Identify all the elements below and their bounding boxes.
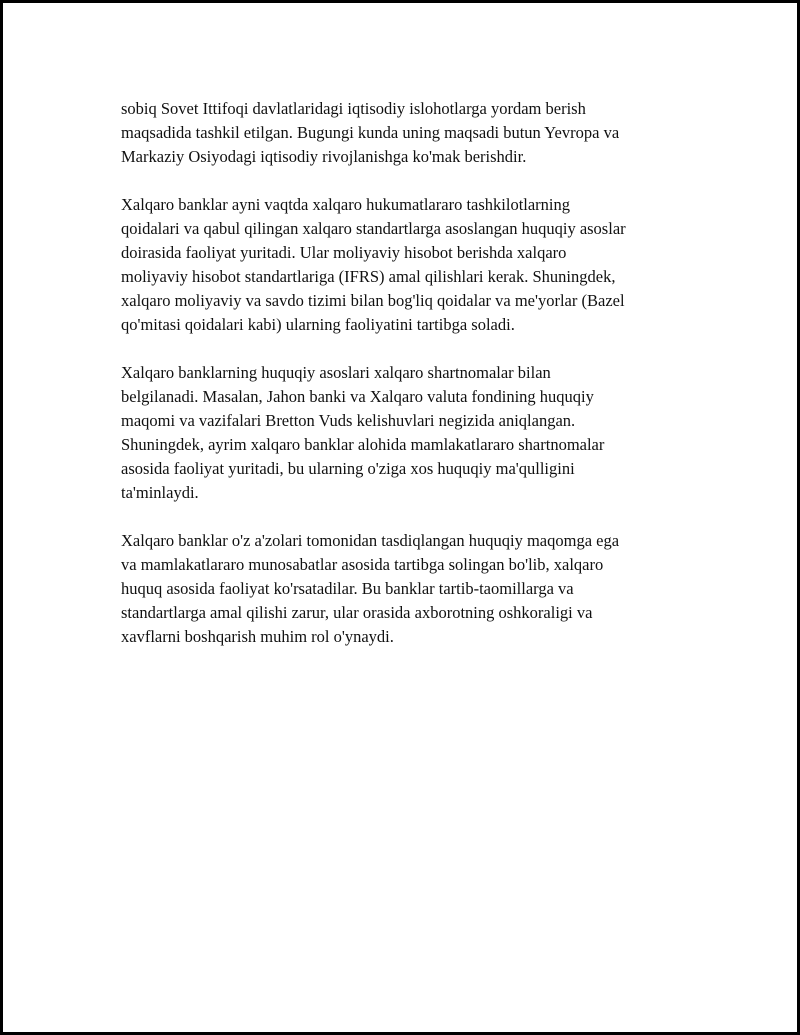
document-body: [121, 97, 691, 673]
paragraph-3: Xalqaro banklarning huquqiy asoslari xalqaro shartnomalar bilan belgilanadi. Masalan, Jahon banki va Xalqaro valuta fondining huquqiy maqomi va vazifalari Bretton Vuds kelishuvlari negizida aniqlangan. Shuningdek, ayrim xalqaro banklar alohida mamlakatlararo shartnomalar asosida faoliyat yuritadi, bu ularning o'ziga xos huquqiy ma'qulligini ta'minlaydi.: [121, 363, 605, 502]
paragraph-2: Xalqaro banklar ayni vaqtda xalqaro hukumatlararo tashkilotlarning qoidalari va qabul qilingan xalqaro standartlarga asoslangan huquqiy asoslar doirasida faoliyat yuritadi. Ular moliyaviy hisobot berishda xalqaro moliyaviy hisobot standartlariga (IFRS) amal qilishlari kerak. Shuningdek, xalqaro moliyaviy va savdo tizimi bilan bog'liq qoidalar va me'yorlar (Bazel qo'mitasi qoidalari kabi) ularning faoliyatini tartibga soladi.: [121, 195, 626, 334]
paragraph-4: Xalqaro banklar o'z a'zolari tomonidan tasdiqlangan huquqiy maqomga ega va mamlakatlararo munosabatlar asosida tartibga solingan bo'lib, xalqaro huquq asosida faoliyat ko'rsatadilar. Bu banklar tartib-taomillarga va standartlarga amal qilishi zarur, ular orasida axborotning oshkoraligi va xavflarni boshqarish muhim rol o'ynaydi.: [121, 531, 620, 646]
paragraph-1: sobiq Sovet Ittifoqi davlatlaridagi iqtisodiy islohotlarga yordam berish maqsadida tashkil etilgan. Bugungi kunda uning maqsadi butun Yevropa va Markaziy Osiyodagi iqtisodiy rivojlanishga ko'mak berishdir.: [121, 99, 620, 166]
